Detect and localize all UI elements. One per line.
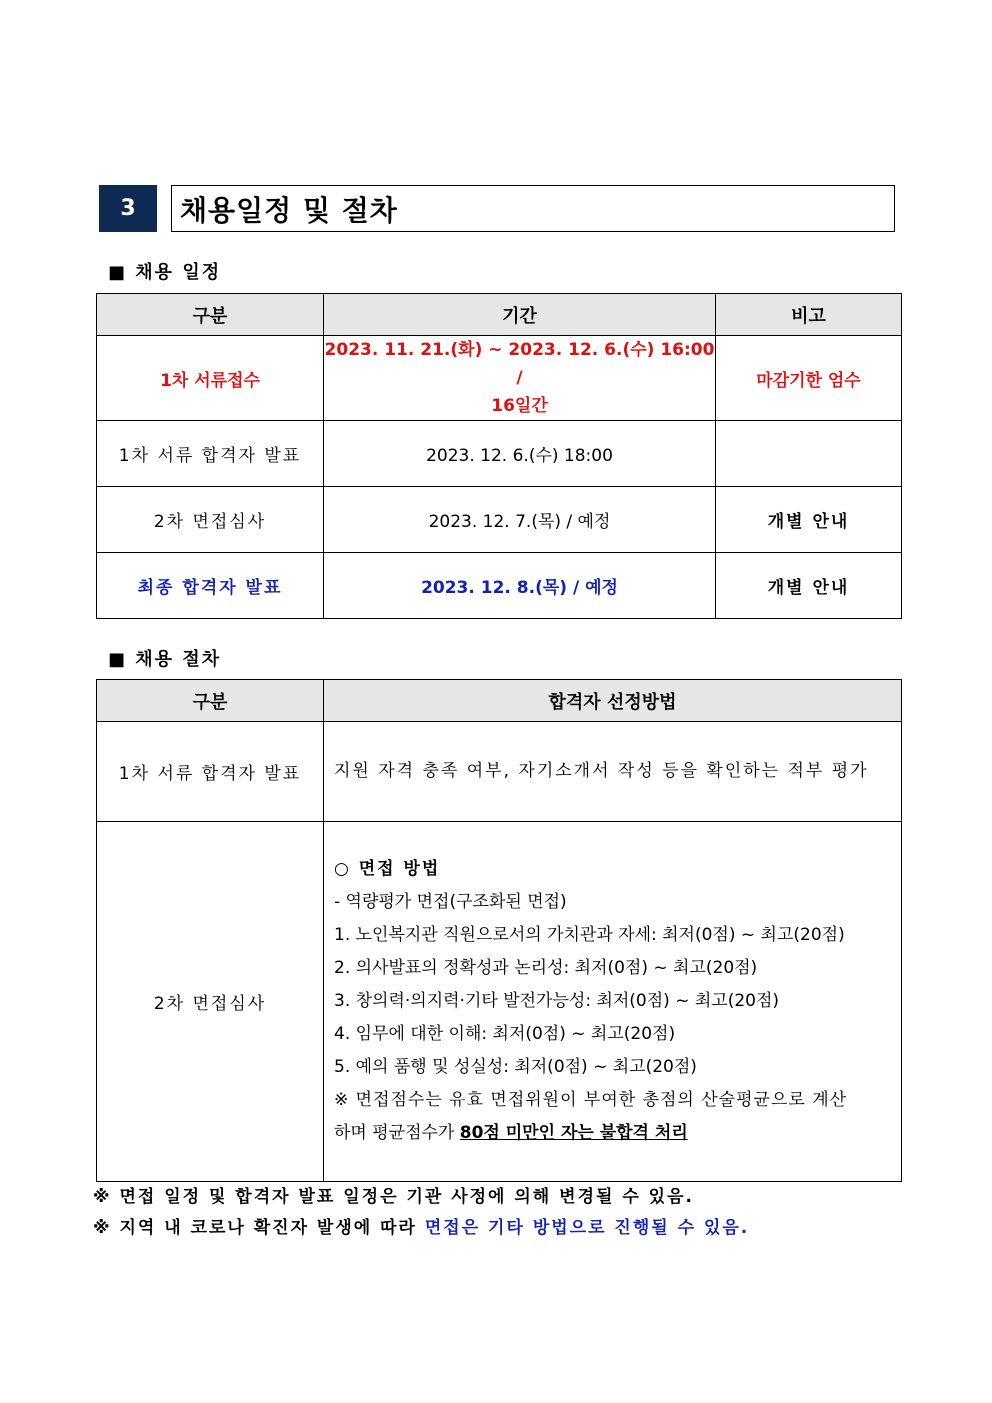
method-title: ○ 면접 방법: [334, 859, 441, 879]
row-category: 최종 합격자 발표: [97, 553, 324, 619]
section-number: 3: [99, 185, 157, 232]
header-category: 구분: [97, 680, 324, 722]
row-note: 마감기한 엄수: [716, 336, 902, 421]
row-category: 1차 서류접수: [97, 336, 324, 421]
row-period: [324, 336, 716, 421]
method-subline: - 역량평가 면접(구조화된 면접): [334, 892, 567, 912]
row-note: 개별 안내: [716, 553, 902, 619]
row-category: 1차 서류 합격자 발표: [97, 421, 324, 487]
row-method: 지원 자격 충족 여부, 자기소개서 작성 등을 확인하는 적부 평가: [324, 722, 902, 822]
row-note: [716, 421, 902, 487]
row-period: 2023. 12. 8.(목) / 예정: [324, 553, 716, 619]
score-note-line2: [334, 1117, 891, 1150]
footnote-2-prefix: ※ 지역 내 코로나 확진자 발생에 따라: [93, 1218, 425, 1238]
header-note: 비고: [716, 294, 902, 336]
section-header: [99, 185, 895, 232]
row-category: 2차 면접심사: [97, 487, 324, 553]
table-header-row: [97, 294, 902, 336]
method-item: 1. 노인복지관 직원으로서의 가치관과 자세: 최저(0점) ~ 최고(20점): [334, 925, 845, 945]
procedure-table: [96, 679, 902, 1182]
row-period: 2023. 12. 6.(수) 18:00: [324, 421, 716, 487]
method-item: 4. 임무에 대한 이해: 최저(0점) ~ 최고(20점): [334, 1024, 676, 1044]
table-row: [97, 336, 902, 421]
table-row: [97, 487, 902, 553]
row-period: 2023. 12. 7.(목) / 예정: [324, 487, 716, 553]
footnote-2-emphasis: 면접은 기타 방법으로 진행될 수 있음.: [424, 1218, 750, 1238]
table-row: [97, 722, 902, 822]
schedule-table: [96, 293, 902, 619]
period-line1: 2023. 11. 21.(화) ~ 2023. 12. 6.(수) 16:00 /: [324, 340, 715, 388]
header-category: 구분: [97, 294, 324, 336]
method-item: 3. 창의력·의지력·기타 발전가능성: 최저(0점) ~ 최고(20점): [334, 991, 780, 1011]
header-method: 합격자 선정방법: [324, 680, 902, 722]
row-category: 1차 서류 합격자 발표: [97, 722, 324, 822]
method-item: 5. 예의 품행 및 성실성: 최저(0점) ~ 최고(20점): [334, 1057, 697, 1077]
score-note-emphasis: 80점 미만인 자는 불합격 처리: [459, 1123, 688, 1143]
period-line2: 16일간: [491, 396, 548, 416]
table-row: [97, 822, 902, 1182]
row-note: 개별 안내: [716, 487, 902, 553]
schedule-heading: ■ 채용 일정: [108, 262, 222, 283]
footnote-1: ※ 면접 일정 및 합격자 발표 일정은 기관 사정에 의해 변경될 수 있음.: [93, 1187, 694, 1207]
table-header-row: [97, 680, 902, 722]
footnote-2: [93, 1213, 749, 1238]
table-row: [97, 553, 902, 619]
procedure-heading: ■ 채용 절차: [108, 649, 222, 670]
row-method: [324, 822, 902, 1182]
method-item: 2. 의사발표의 정확성과 논리성: 최저(0점) ~ 최고(20점): [334, 958, 758, 978]
score-note-prefix: 하며 평균점수가: [334, 1123, 460, 1143]
header-period: 기간: [324, 294, 716, 336]
score-note-line1: ※ 면접점수는 유효 면접위원이 부여한 총점의 산술평균으로 계산: [334, 1090, 848, 1110]
section-title: 채용일정 및 절차: [171, 185, 895, 232]
row-category: 2차 면접심사: [97, 822, 324, 1182]
table-row: [97, 421, 902, 487]
